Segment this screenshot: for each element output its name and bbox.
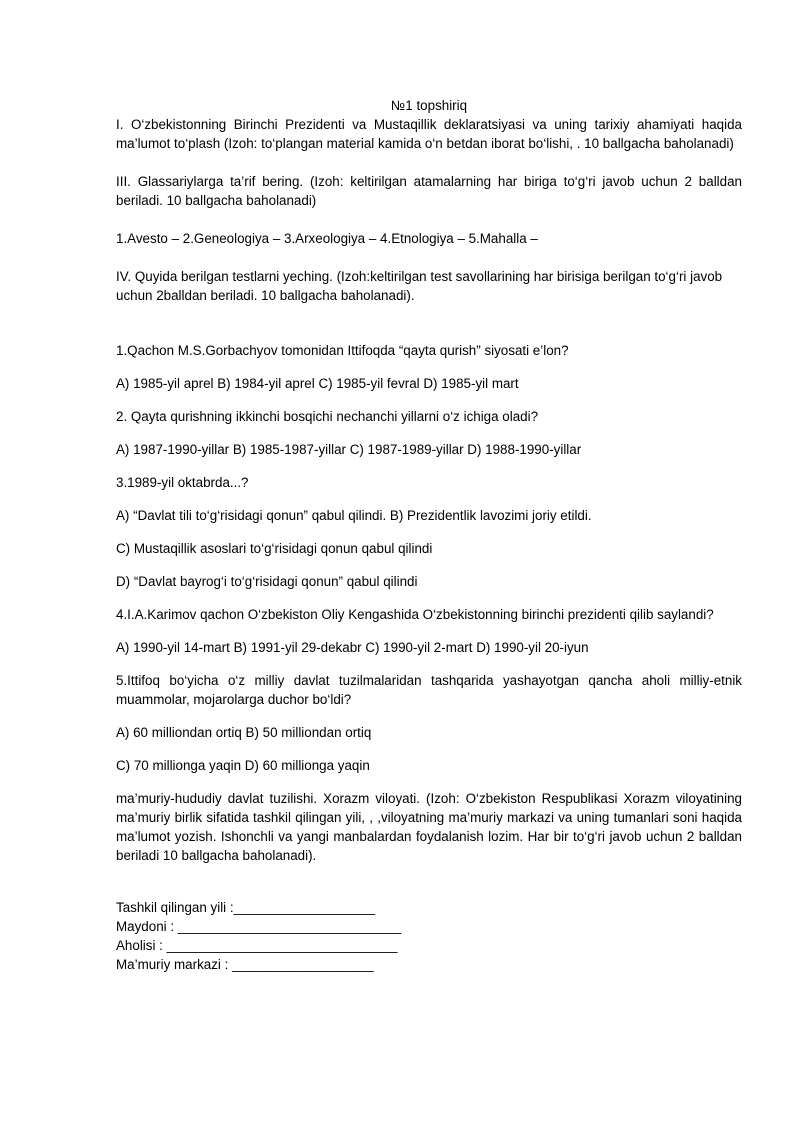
- question-options: A) 1987-1990-yillar B) 1985-1987-yillar C) 1987-1989-yillar D) 1988-1990-yillar: [116, 442, 582, 457]
- answer-fields: [116, 898, 742, 974]
- question-4: [116, 605, 742, 657]
- field-population: Aholisi : _______________________________: [116, 938, 398, 953]
- section-1: I. O‘zbekistonning Birinchi Prezidenti va Mustaqillik deklaratsiyasi va uning tarixiy ahamiyati haqida ma’lumot to‘plash (Izoh: to‘plangan material kamida o‘n betdan iborat bo‘lishi, . 10 ballgacha baholanadi): [116, 117, 742, 151]
- question-text: 1.Qachon M.S.Gorbachyov tomonidan Ittifoqda “qayta qurish” siyosati e’lon?: [116, 343, 569, 358]
- question-options: C) 70 millionga yaqin D) 60 millionga yaqin: [116, 758, 370, 773]
- question-options: D) “Davlat bayrog‘i to‘g‘risidagi qonun” qabul qilindi: [116, 574, 418, 589]
- field-admin-center: Ma’muriy markazi : ___________________: [116, 957, 374, 972]
- question-text: 2. Qayta qurishning ikkinchi bosqichi nechanchi yillarni o‘z ichiga oladi?: [116, 409, 539, 424]
- question-3: [116, 473, 742, 591]
- question-options: A) 1985-yil aprel B) 1984-yil aprel C) 1985-yil fevral D) 1985-yil mart: [116, 376, 519, 391]
- question-options: A) 1990-yil 14-mart B) 1991-yil 29-dekabr C) 1990-yil 2-mart D) 1990-yil 20-iyun: [116, 640, 589, 655]
- question-1: [116, 341, 742, 393]
- question-text: 4.I.A.Karimov qachon O‘zbekiston Oliy Kengashida O‘zbekistonning birinchi prezidenti qilib saylandi?: [116, 607, 714, 622]
- section-3: III. Glassariylarga ta’rif bering. (Izoh: keltirilgan atamalarning har biriga to‘g‘ri javob uchun 2 balldan beriladi. 10 ballgacha baholanadi): [116, 174, 742, 208]
- glossary-terms: 1.Avesto – 2.Geneologiya – 3.Arxeologiya – 4.Etnologiya – 5.Mahalla –: [116, 231, 538, 246]
- section-4: IV. Quyida berilgan testlarni yeching. (Izoh:keltirilgan test savollarining har birisiga berilgan to‘g‘ri javob uchun 2balldan beriladi. 10 ballgacha baholanadi).: [116, 269, 723, 303]
- section-region: ma’muriy-hududiy davlat tuzilishi. Xorazm viloyati. (Izoh: O‘zbekiston Respublikasi Xorazm viloyatining ma’muriy birlik sifatida tashkil qilingan yili, , ,viloyatning ma’muriy markazi va uning tumanlari soni haqida ma’lumot yozish. Ishonchli va yangi manbalardan foydalanish lozim. Har bir to‘g‘ri javob uchun 2 balldan beriladi 10 ballgacha baholanadi).: [116, 791, 742, 863]
- document-page: [116, 96, 742, 974]
- question-options: C) Mustaqillik asoslari to‘g‘risidagi qonun qabul qilindi: [116, 541, 433, 556]
- question-text: 5.Ittifoq bo‘yicha o‘z milliy davlat tuzilmalaridan tashqarida yashayotgan qancha aholi milliy-etnik muammolar, mojarolarga duchor bo‘ldi?: [116, 673, 742, 707]
- question-options: A) “Davlat tili to‘g‘risidagi qonun” qabul qilindi. B) Prezidentlik lavozimi joriy etildi.: [116, 508, 592, 523]
- page-title: №1 topshiriq: [390, 98, 468, 113]
- question-text: 3.1989-yil oktabrda...?: [116, 475, 249, 490]
- field-area: Maydoni : ______________________________: [116, 919, 402, 934]
- question-2: [116, 407, 742, 459]
- question-options: A) 60 milliondan ortiq B) 50 milliondan ortiq: [116, 725, 372, 740]
- question-5: [116, 671, 742, 775]
- field-founded-year: Tashkil qilingan yili :___________________: [116, 900, 376, 915]
